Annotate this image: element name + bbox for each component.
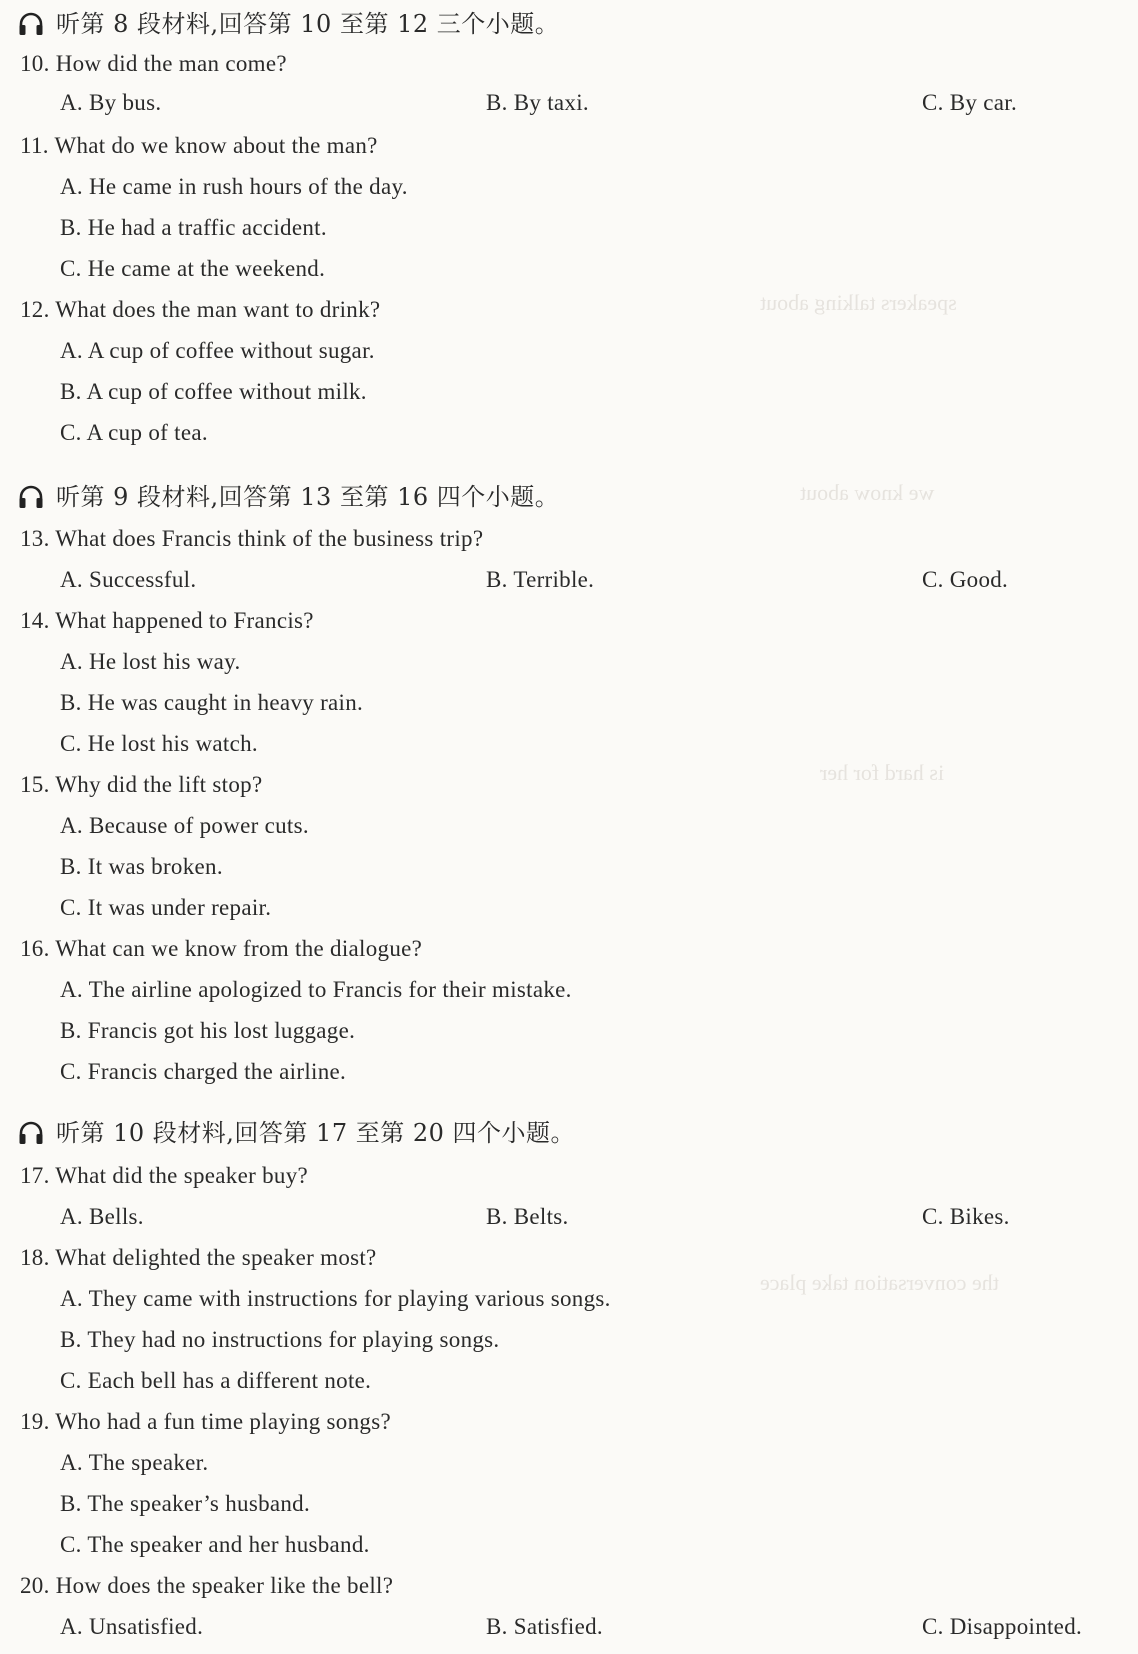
question-14: 14. What happened to Francis? [20,608,314,633]
question-15: 15. Why did the lift stop? [20,772,263,797]
option-16-a: A. The airline apologized to Francis for their mistake. [60,977,572,1002]
option-11-c: C. He came at the weekend. [60,256,326,281]
option-12-c: C. A cup of tea. [60,420,208,445]
option-18-c: C. Each bell has a different note. [60,1368,372,1393]
bleed-through-text: speakers talking about [760,290,957,315]
section-header-10 [18,1117,575,1149]
option-15-a: A. Because of power cuts. [60,813,309,838]
bleed-through-text: is hard for her [820,760,945,785]
option-13-a: A. Successful. [60,567,197,592]
section-header-text: 听第 9 段材料,回答第 13 至第 16 四个小题。 [56,483,560,511]
option-16-b: B. Francis got his lost luggage. [60,1018,356,1043]
bleed-through-text: we know about [800,480,935,505]
option-19-c: C. The speaker and her husband. [60,1532,370,1557]
option-14-c: C. He lost his watch. [60,731,258,756]
question-17: 17. What did the speaker buy? [20,1163,309,1188]
option-11-b: B. He had a traffic accident. [60,215,327,240]
question-19: 19. Who had a fun time playing songs? [20,1409,391,1434]
option-17-a: A. Bells. [60,1204,144,1229]
question-18: 18. What delighted the speaker most? [20,1245,377,1270]
headphones-icon [18,12,44,36]
option-18-a: A. They came with instructions for playing various songs. [60,1286,611,1311]
option-16-c: C. Francis charged the airline. [60,1059,347,1084]
option-20-c: C. Disappointed. [922,1614,1083,1639]
option-15-b: B. It was broken. [60,854,223,879]
headphones-icon [18,485,44,509]
option-12-a: A. A cup of coffee without sugar. [60,338,375,363]
option-17-b: B. Belts. [486,1204,569,1229]
option-14-b: B. He was caught in heavy rain. [60,690,364,715]
headphones-icon [18,1121,44,1145]
option-10-b: B. By taxi. [486,90,589,115]
option-12-b: B. A cup of coffee without milk. [60,379,367,404]
option-15-c: C. It was under repair. [60,895,272,920]
option-20-a: A. Unsatisfied. [60,1614,204,1639]
section-header-text: 听第 10 段材料,回答第 17 至第 20 四个小题。 [56,1119,576,1147]
option-19-a: A. The speaker. [60,1450,209,1475]
option-13-b: B. Terrible. [486,567,595,592]
question-13: 13. What does Francis think of the business trip? [20,526,484,551]
question-11: 11. What do we know about the man? [20,133,378,158]
option-18-b: B. They had no instructions for playing songs. [60,1327,500,1352]
section-header-text: 听第 8 段材料,回答第 10 至第 12 三个小题。 [56,10,560,38]
option-10-a: A. By bus. [60,90,162,115]
option-14-a: A. He lost his way. [60,649,241,674]
section-header-9 [18,481,559,513]
option-20-b: B. Satisfied. [486,1614,603,1639]
option-10-c: C. By car. [922,90,1017,115]
option-13-c: C. Good. [922,567,1009,592]
bleed-through-text: the conversation take place [760,1270,999,1295]
question-12: 12. What does the man want to drink? [20,297,381,322]
option-11-a: A. He came in rush hours of the day. [60,174,408,199]
option-19-b: B. The speaker’s husband. [60,1491,311,1516]
question-16: 16. What can we know from the dialogue? [20,936,423,961]
question-10: 10. How did the man come? [20,51,287,76]
question-20: 20. How does the speaker like the bell? [20,1573,394,1598]
section-header-8 [18,8,559,40]
option-17-c: C. Bikes. [922,1204,1010,1229]
